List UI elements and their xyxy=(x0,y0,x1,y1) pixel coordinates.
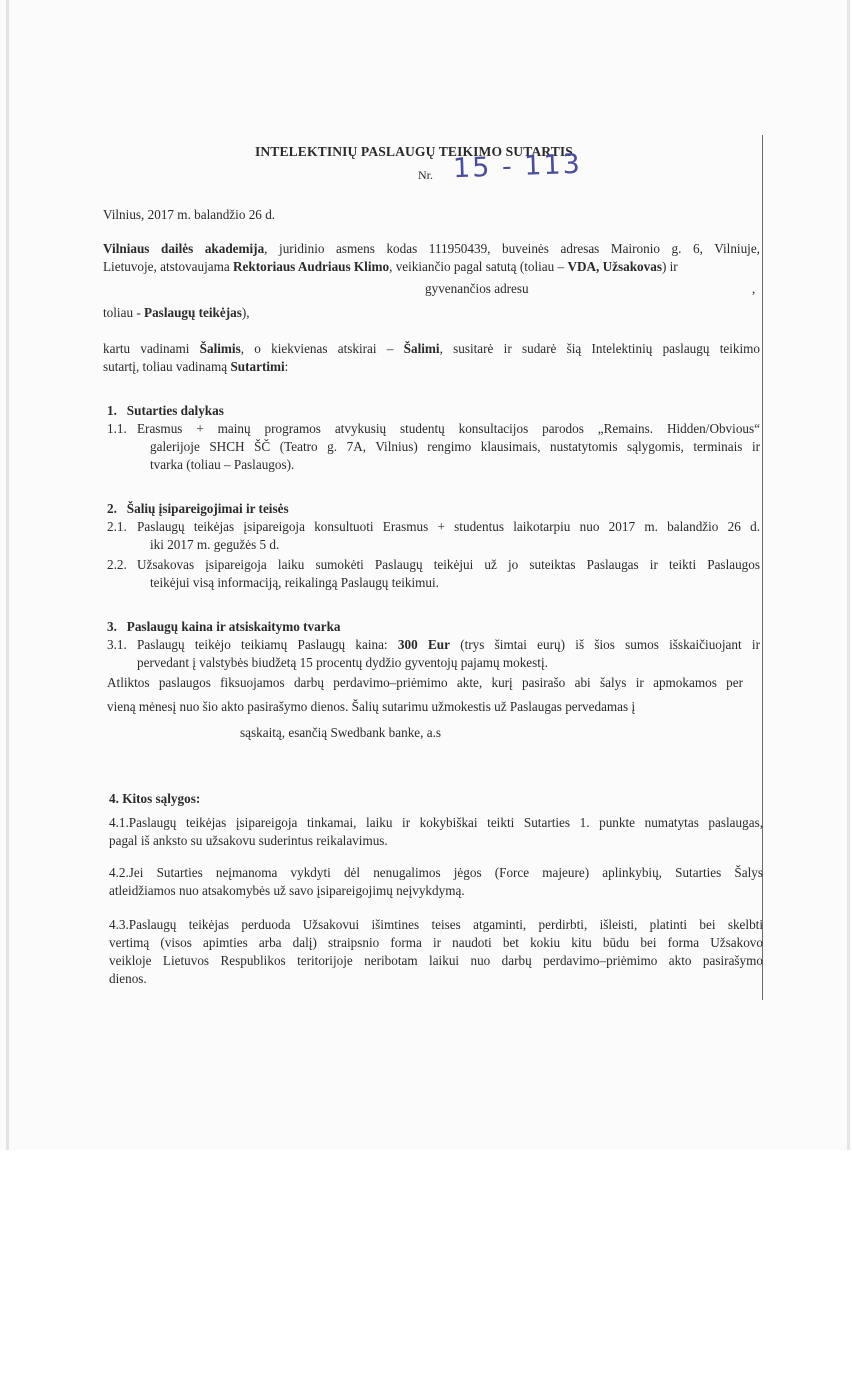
price: 300 Eur xyxy=(397,637,450,652)
section-4-2-line-1: 4.2.Jei Sutarties neįmanoma vykdyti dėl nenugalimos jėgos (Force majeure) aplinkybių, Sutarties Šalys xyxy=(109,865,763,880)
provider-label: Paslaugų teikėjas xyxy=(144,305,242,320)
residing-comma: , xyxy=(752,281,756,296)
section-2-1-number: 2.1. xyxy=(107,519,127,534)
section-1-1-line-1: Erasmus + mainų programos atvykusių studentų konsultacijos parodos „Remains. Hidden/Obvious“ xyxy=(137,421,760,436)
vda-label: VDA, Užsakovas xyxy=(567,259,662,274)
section-4-3-line-3: veikloje Lietuvos Respublikos teritorijoje neribotam laikui nuo darbų perdavimo–priėmimo akto pasirašymo xyxy=(109,953,763,968)
section-3-line-4: vieną mėnesį nuo šio akto pasirašymo dienos. Šalių sutarimu užmokestis už Paslaugas pervedamas į xyxy=(107,699,636,714)
provider-line: toliau - Paslaugų teikėjas), xyxy=(103,305,250,320)
section-1-1-line-3: tvarka (toliau – Paslaugos). xyxy=(150,457,295,472)
section-3-1-line-2: pervedant į valstybės biudžetą 15 procentų dydžio gyventojų pajamų mokestį. xyxy=(137,655,548,670)
document-title: INTELEKTINIŲ PASLAUGŲ TEIKIMO SUTARTIS xyxy=(255,144,573,159)
residing-text: gyvenančios adresu xyxy=(425,281,529,296)
section-4-2-line-2: atleidžiamos nuo atsakomybės už savo įsipareigojimų neįvykdymą. xyxy=(109,883,465,898)
section-3-1-number: 3.1. xyxy=(107,637,127,652)
section-3-1-line-1: Paslaugų teikėjo teikiamų Paslaugų kaina: 300 Eur (trys šimtai eurų) iš šios sumos išskaičiuojant ir xyxy=(137,637,760,652)
rector-name: Rektoriaus Audriaus Klimo xyxy=(233,259,390,274)
section-4-1-line-1: 4.1.Paslaugų teikėjas įsipareigoja tinkamai, laiku ir kokybiškai teikti Sutarties 1. punkte numatytas paslaugas, xyxy=(109,815,763,830)
section-4-3-line-4: dienos. xyxy=(109,971,147,986)
section-2-heading: 2. Šalių įsipareigojimai ir teisės xyxy=(107,501,289,516)
section-2-1-line-1: Paslaugų teikėjas įsipareigoja konsultuoti Erasmus + studentus laikotarpiu nuo 2017 m. balandžio 26 d. xyxy=(137,519,760,534)
section-2-2-line-2: teikėjui visą informaciją, reikalingą Paslaugų teikimui. xyxy=(150,575,439,590)
section-3-line-5: sąskaitą, esančią Swedbank banke, a.s xyxy=(240,725,442,740)
section-2-2-line-1: Užsakovas įsipareigoja laiku sumokėti Paslaugų teikėjui už jo suteiktas Paslaugas ir teikti Paslaugos xyxy=(137,557,760,572)
section-3-line-3: Atliktos paslaugos fiksuojamos darbų perdavimo–priėmimo akte, kurį pasirašo abi šalys ir apmokamos per xyxy=(107,675,743,690)
scan-right-edge xyxy=(847,0,850,1150)
section-4-heading: 4. Kitos sąlygos: xyxy=(109,791,201,806)
scan-left-edge xyxy=(6,0,9,1150)
together-line-2: sutartį, toliau vadinamą Sutartimi: xyxy=(103,359,289,374)
section-1-heading: 1. Sutarties dalykas xyxy=(107,403,224,418)
together-line-1: kartu vadinami Šalimis, o kiekvienas atskirai – Šalimi, susitarė ir sudarė šią Intelektinių paslaugų teikimo xyxy=(103,341,760,356)
party-line-2: Lietuvoje, atstovaujama Rektoriaus Audriaus Klimo, veikiančio pagal satutą (toliau – VDA, Užsakovas) ir xyxy=(103,259,678,274)
section-3-heading: 3. Paslaugų kaina ir atsiskaitymo tvarka xyxy=(107,619,341,634)
section-1-1-number: 1.1. xyxy=(107,421,127,436)
party-name: Vilniaus dailės akademija xyxy=(103,241,265,256)
section-1-1-line-2: galerijoje SHCH ŠČ (Teatro g. 7A, Vilnius) rengimo klausimais, nustatytomis sąlygomis, terminais ir xyxy=(150,439,760,454)
place-date: Vilnius, 2017 m. balandžio 26 d. xyxy=(103,207,276,222)
section-4-1-line-2: pagal iš anksto su užsakovu suderintus reikalavimus. xyxy=(109,833,388,848)
number-label: Nr. xyxy=(418,168,433,182)
section-4-3-line-2: vertimą (visos apimties arba dalį) straipsnio forma ir naudoti bet kokiu kitu būdu bei forma Užsakovo xyxy=(109,935,763,950)
section-2-2-number: 2.2. xyxy=(107,557,127,572)
section-2-1-line-2: iki 2017 m. gegužės 5 d. xyxy=(150,537,280,552)
section-4-3-line-1: 4.3.Paslaugų teikėjas perduoda Užsakovui išimtines teises atgaminti, perdirbti, išleisti, platinti bei skelbti xyxy=(109,917,763,932)
handwritten-number: 15 - 113 xyxy=(452,148,583,185)
party-line-1: Vilniaus dailės akademija, juridinio asmens kodas 111950439, buveinės adresas Maironio g. 6, Vilniuje, xyxy=(103,241,760,256)
